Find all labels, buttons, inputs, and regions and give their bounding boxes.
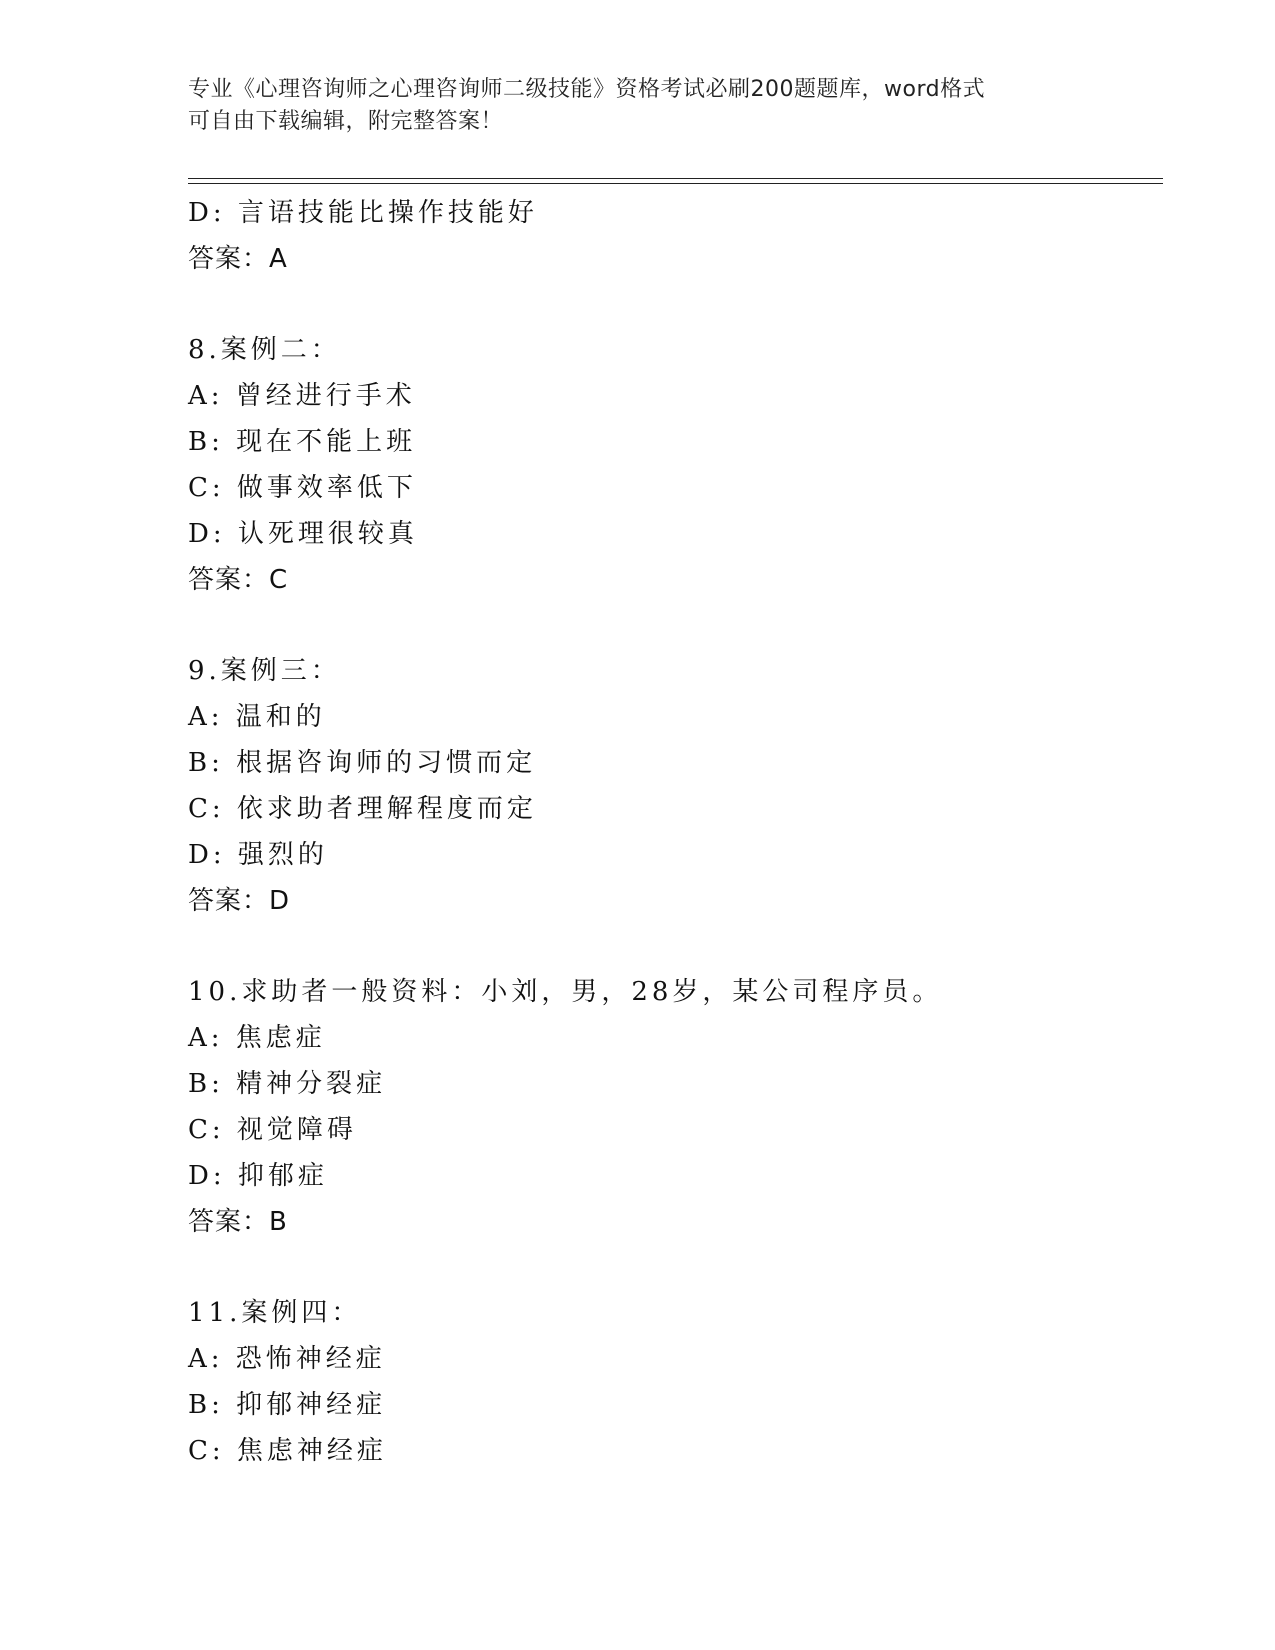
q8-option-b: B: 现在不能上班 — [188, 427, 417, 457]
page-header — [188, 74, 1088, 138]
q9-option-a: A: 温和的 — [188, 702, 326, 732]
q9-title: 9.案例三： — [188, 656, 341, 686]
q11-option-a: A: 恐怖神经症 — [188, 1344, 386, 1374]
spacer — [188, 924, 1163, 969]
q10-title: 10.求助者一般资料：小刘，男，28岁，某公司程序员。 — [188, 977, 943, 1007]
question-9 — [188, 648, 1163, 924]
q10-option-c: C: 视觉障碍 — [188, 1115, 357, 1145]
question-list — [188, 190, 1163, 1474]
q10-option-a: A: 焦虑症 — [188, 1023, 326, 1053]
question-8 — [188, 327, 1163, 603]
q11-option-c: C: 焦虑神经症 — [188, 1436, 387, 1466]
q9-answer: 答案：D — [188, 886, 291, 916]
q7-option-d: D: 言语技能比操作技能好 — [188, 198, 538, 228]
q8-option-c: C: 做事效率低下 — [188, 473, 417, 503]
q8-answer: 答案：C — [188, 565, 289, 595]
spacer — [188, 282, 1163, 327]
q10-answer: 答案：B — [188, 1207, 288, 1237]
q9-option-c: C: 依求助者理解程度而定 — [188, 794, 537, 824]
q11-title: 11.案例四： — [188, 1298, 362, 1328]
q8-option-d: D: 认死理很较真 — [188, 519, 418, 549]
q9-option-d: D: 强烈的 — [188, 840, 328, 870]
q11-option-b: B: 抑郁神经症 — [188, 1390, 387, 1420]
q8-title: 8.案例二： — [188, 335, 341, 365]
q9-option-b: B: 根据咨询师的习惯而定 — [188, 748, 537, 778]
question-11 — [188, 1290, 1163, 1474]
spacer — [188, 603, 1163, 648]
q10-option-b: B: 精神分裂症 — [188, 1069, 387, 1099]
header-divider-top — [188, 178, 1163, 179]
header-title-line-1: 专业《心理咨询师之心理咨询师二级技能》资格考试必刷200题题库，word格式 — [188, 77, 986, 102]
q8-option-a: A: 曾经进行手术 — [188, 381, 416, 411]
spacer — [188, 1245, 1163, 1290]
q7-answer: 答案：A — [188, 244, 288, 274]
header-divider-bottom — [188, 183, 1163, 184]
question-7-fragment — [188, 190, 1163, 282]
q10-option-d: D: 抑郁症 — [188, 1161, 328, 1191]
header-title-line-2: 可自由下载编辑，附完整答案！ — [188, 109, 504, 134]
question-10 — [188, 969, 1163, 1245]
